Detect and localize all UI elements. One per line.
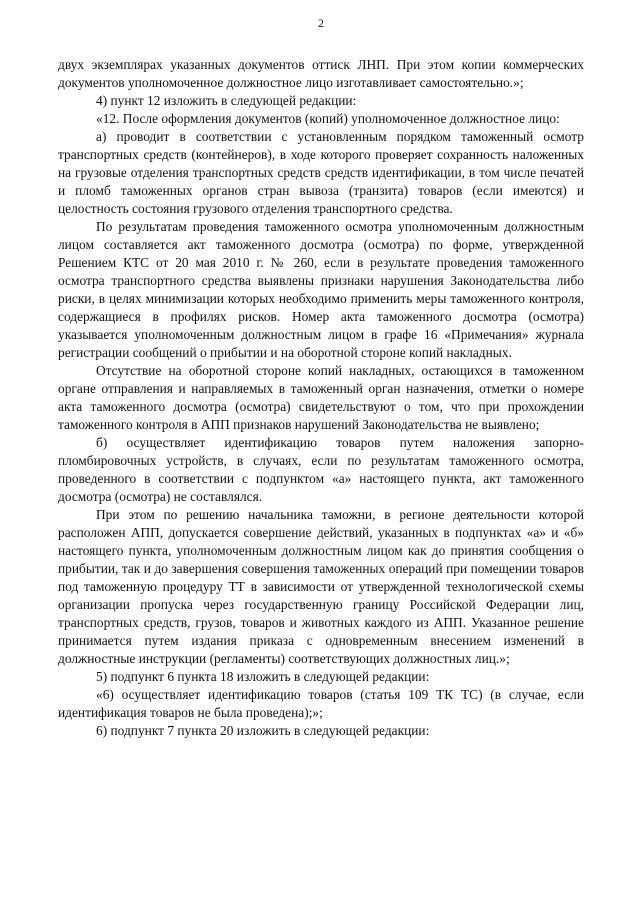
paragraph: а) проводит в соответствии с установленным порядком таможенный осмотр транспортных средств (контейнеров), в ходе которого проверяет сохранность наложенных на грузовые отделения транспортных средств средств идентификации, в том числе печатей и пломб таможенных органов стран вывоза (транзита) товаров (если имеются) и целостность состояния грузового отделения транспортного средства. [58,129,584,216]
paragraph: б) осуществляет идентификацию товаров путем наложения запорно-пломбировочных устройств, в случаях, если по результатам таможенного осмотра, проведенного в соответствии с подпунктом «а» настоящего пункта, акт таможенного досмотра (осмотра) не составлялся. [58,435,584,504]
paragraph: Отсутствие на оборотной стороне копий накладных, остающихся в таможенном органе отправления и направляемых в таможенный орган назначения, отметки о номере акта таможенного досмотра (осмотра) свидетельствуют о том, что при прохождении таможенного контроля в АПП признаков нарушений Законодательства не выявлено; [58,363,584,432]
paragraph: двух экземплярах указанных документов оттиск ЛНП. При этом копии коммерческих документов уполномоченное должностное лицо изготавливает самостоятельно.»; [58,57,584,90]
paragraph: 4) пункт 12 изложить в следующей редакции: [96,93,357,108]
paragraph: При этом по решению начальника таможни, в регионе деятельности которой расположен АПП, допускается совершение действий, указанных в подпунктах «а» и «б» настоящего пункта, уполномоченным должностным лицом как до принятия сообщения о прибытии, так и до завершения совершения таможенных операций при помещении товаров под таможенную процедуру ТТ в зависимости от утвержденной технологической схемы организации пропуска через государственную границу Российской Федерации лиц, транспортных средств, грузов, товаров и животных каждого из АПП. Указанное решение принимается путем издания приказа с одновременным внесением изменений в должностные инструкции (регламенты) соответствующих должностных лиц.»; [58,507,584,666]
paragraph: «6) осуществляет идентификацию товаров (статья 109 ТК ТС) (в случае, если идентификация товаров не была проведена);»; [58,687,584,720]
paragraph: 6) подпункт 7 пункта 20 изложить в следующей редакции: [96,723,430,738]
document-body [58,56,584,740]
paragraph: «12. После оформления документов (копий) уполномоченное должностное лицо: [96,111,560,126]
page-number: 2 [318,16,324,30]
paragraph: По результатам проведения таможенного осмотра уполномоченным должностным лицом составляется акт таможенного досмотра (осмотра) по форме, утвержденной Решением КТС от 20 мая 2010 г. № 260, если в результате проведения таможенного осмотра транспортного средства выявлены признаки нарушения Законодательства либо риски, в целях минимизации которых необходимо применить меры таможенного контроля, содержащиеся в профилях рисков. Номер акта таможенного досмотра (осмотра) указывается уполномоченным должностным лицом в графе 16 «Примечания» журнала регистрации сообщений о прибытии и на оборотной стороне копий накладных. [58,219,584,360]
paragraph: 5) подпункт 6 пункта 18 изложить в следующей редакции: [96,669,430,684]
